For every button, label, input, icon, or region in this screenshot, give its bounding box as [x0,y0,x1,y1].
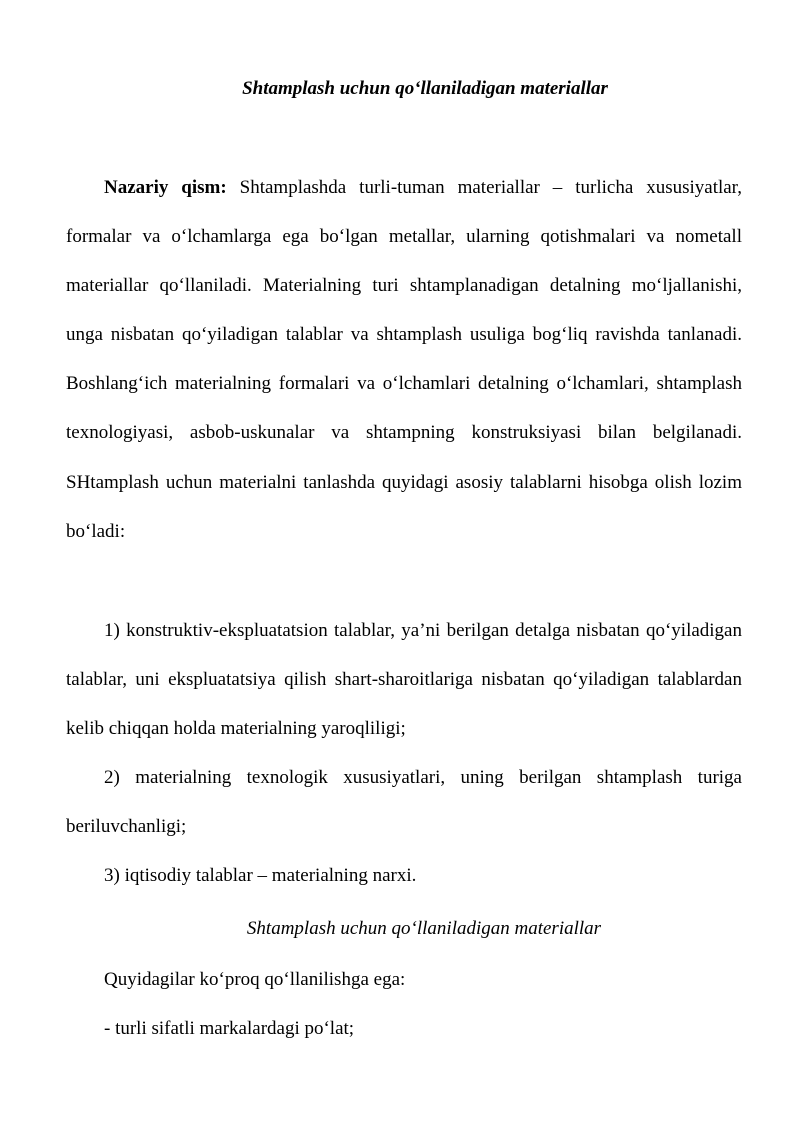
requirement-item-2: 2) materialning texnologik xususiyatlari, uning berilgan shtamplash turiga beriluvchanligi; [66,767,742,838]
materials-item-1: - turli sifatli markalardagi po‘lat; [104,1018,355,1040]
document-title: Shtamplash uchun qo‘llaniladigan materiallar [242,78,608,99]
theory-label: Nazariy qism: [104,177,227,198]
requirement-item-1: 1) konstruktiv-ekspluatatsion talablar, ya’ni berilgan detalga nisbatan qo‘yiladigan talablar, uni ekspluatatsiya qilish shart-sharoitlariga nisbatan qo‘yiladigan talablardan kelib chiqqan holda materialning yaroqliligi; [66,620,742,740]
materials-intro: Quyidagilar ko‘proq qo‘llanilishga ega: [104,969,406,990]
section-subtitle: Shtamplash uchun qo‘llaniladigan materiallar [246,918,602,939]
theory-paragraph [66,163,742,556]
requirements-list [66,606,742,901]
theory-section [66,163,742,556]
materials-section [66,955,742,1053]
requirement-item-3: 3) iqtisodiy talablar – materialning narxi. [104,865,417,887]
theory-text: Shtamplashda turli-tuman materiallar – turlicha xususiyatlar, formalar va o‘lchamlarga ega bo‘lgan metallar, ularning qotishmalari va nometall materiallar qo‘llaniladi. Materialning turi shtamplanadigan detalning mo‘ljallanishi, unga nisbatan qo‘yiladigan talablar va shtamplash usuliga bog‘liq ravishda tanlanadi. Boshlang‘ich materialning formalari va o‘lchamlari detalning o‘lchamlari, shtamplash texnologiyasi, asbob-uskunalar va shtampning konstruksiyasi bilan belgilanadi. SHtamplash uchun materialni tanlashda quyidagi asosiy talablarni hisobga olish lozim bo‘ladi: [66,177,742,542]
